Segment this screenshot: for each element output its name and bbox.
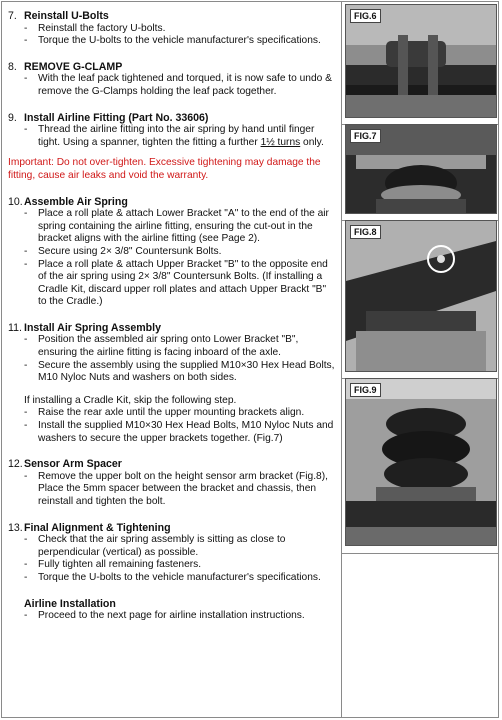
list-item: - With the leaf pack tightened and torqued, it is now safe to undo & remove the G-Clamps holding the leaf pack together. xyxy=(24,73,332,97)
list-item: - Proceed to the next page for airline installation instructions. xyxy=(24,610,305,622)
list-item: - Position the assembled air spring onto Lower Bracket "B", ensuring the airline fitting is facing inboard of the axle. xyxy=(24,334,299,359)
step-title: Sensor Arm Spacer xyxy=(24,458,122,471)
list-item: - Reinstall the factory U-bolts. xyxy=(24,22,166,34)
figure-label: FIG.9 xyxy=(350,383,381,397)
figure-7 xyxy=(345,124,497,214)
list-item: - Secure the assembly using the supplied M10×30 Hex Head Bolts, M10 Nyloc Nuts and washers on both sides. xyxy=(24,359,335,384)
instructions-column xyxy=(8,10,336,636)
list-item: - Remove the upper bolt on the height sensor arm bracket (Fig.8), Place the 5mm spacer between the bracket and chassis, then reinstall and tighten the bolt. xyxy=(24,470,328,507)
step-number: 12. xyxy=(8,458,23,471)
list-item: - Check that the air spring assembly is sitting as close to perpendicular (vertical) as possible. xyxy=(24,534,286,558)
list-item: - Torque the U-bolts to the vehicle manufacturer's specifications. xyxy=(24,35,321,47)
warning-text: Important: Do not over-tighten. Excessive tightening may damage the fitting, cause air leaks and void the warranty. xyxy=(8,157,321,181)
airline-section xyxy=(8,598,336,623)
list-item: - Install the supplied M10×30 Hex Head Bolts, M10 Nyloc Nuts and washers to secure the upper brackets together. (Fig.7) xyxy=(24,420,334,444)
figure-divider xyxy=(342,553,499,554)
step-number: 11. xyxy=(8,321,22,334)
figure-6 xyxy=(345,4,497,118)
list-item: - Place a roll plate & attach Lower Bracket "A" to the end of the air spring containing the airline fitting, ensuring the cut-out in the bracket aligns with the airline fitting (see Page 2). xyxy=(24,208,329,245)
list-item: - Place a roll plate & attach Upper Bracket "B" to the opposite end of the air spring using 2× 3/8" Countersunk Bolts. (If installing a Cradle Kit, discard upper roll plates and attach Upper Brackt "B" to the Cradle.) xyxy=(24,258,328,308)
figure-label: FIG.7 xyxy=(350,129,381,143)
figure-label: FIG.8 xyxy=(350,225,381,239)
step-number: 13. xyxy=(8,521,23,534)
step-title: Reinstall U-Bolts xyxy=(24,10,109,22)
step-8 xyxy=(8,61,336,99)
step-13 xyxy=(8,522,336,585)
list-item: - Secure using 2× 3/8" Countersunk Bolts. xyxy=(24,245,222,257)
list-item: - Raise the rear axle until the upper mounting brackets align. xyxy=(24,407,305,419)
section-title: Airline Installation xyxy=(24,597,116,610)
step-12 xyxy=(8,458,336,508)
sensor-arm-photo xyxy=(346,221,496,371)
step-number: 8. xyxy=(8,60,17,73)
figure-8 xyxy=(345,220,497,372)
step-number: 9. xyxy=(8,111,17,124)
column-divider xyxy=(341,1,342,718)
figures-column xyxy=(345,4,497,552)
installed-air-spring-photo xyxy=(346,379,496,545)
note-text: If installing a Cradle Kit, skip the following step. xyxy=(24,394,237,406)
figure-9 xyxy=(345,378,497,546)
step-title: REMOVE G-CLAMP xyxy=(24,60,123,73)
step-7 xyxy=(8,10,336,48)
step-title: Install Airline Fitting (Part No. 33606) xyxy=(24,111,209,124)
step-9 xyxy=(8,112,336,183)
step-number: 10. xyxy=(8,195,23,208)
list-item: - Thread the airline fitting into the air spring by hand until finger tight. Using a spanner, tighten the fitting a further 1½ turns only. xyxy=(24,124,324,148)
step-11 xyxy=(8,322,336,445)
list-item: - Torque the U-bolts to the vehicle manufacturer's specifications. xyxy=(24,571,321,583)
figure-label: FIG.6 xyxy=(350,9,381,23)
step-10 xyxy=(8,196,336,309)
step-title: Install Air Spring Assembly xyxy=(24,321,161,334)
step-title: Final Alignment & Tightening xyxy=(24,521,171,534)
step-title: Assemble Air Spring xyxy=(24,195,128,208)
step-number: 7. xyxy=(8,10,17,22)
list-item: - Fully tighten all remaining fasteners. xyxy=(24,559,202,571)
